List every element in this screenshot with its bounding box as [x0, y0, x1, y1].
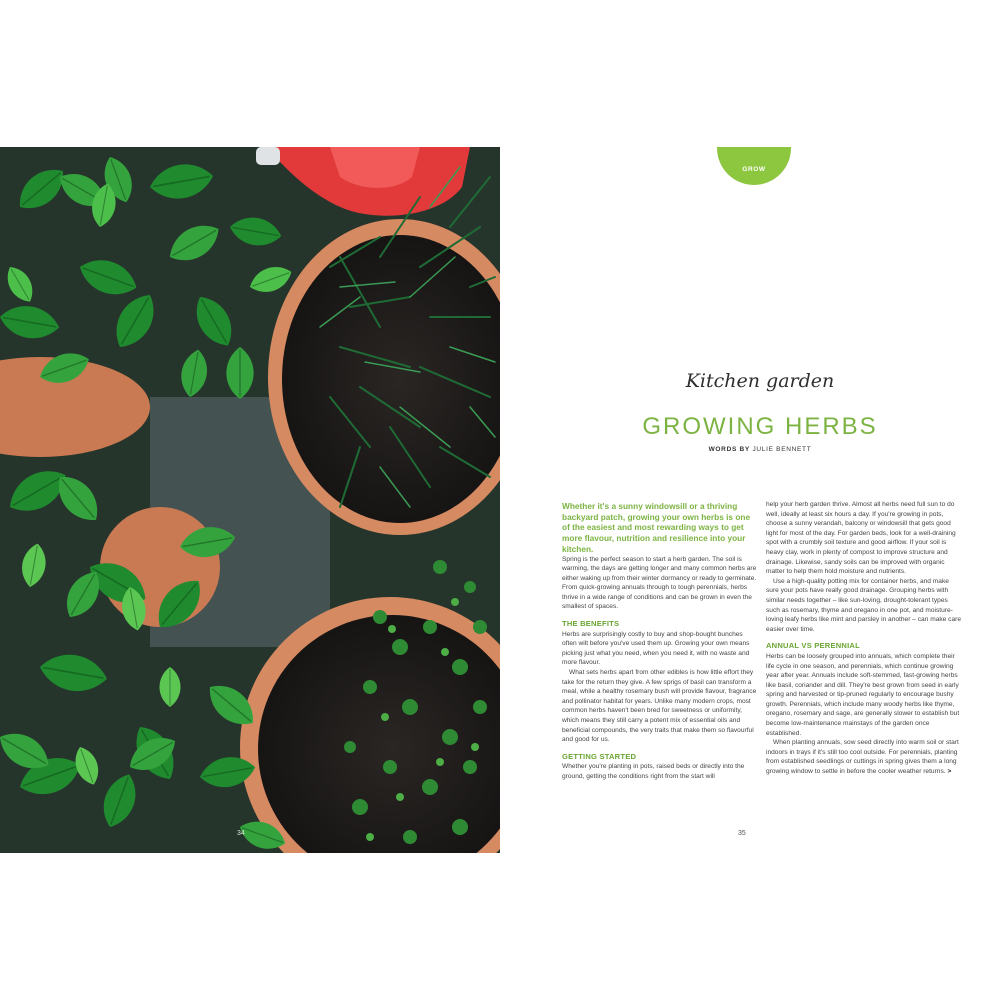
standfirst: Whether it's a sunny windowsill or a thriving backyard patch, growing your own herbs is one of the easiest and most rewarding ways to get more flavour, nutrition and resilience into your kitchen.	[562, 501, 751, 554]
getting-started-paragraph-3: Use a high-quality potting mix for container herbs, and make sure your pots have really good drainage. Grouping herbs with similar needs together – like sun-loving, drought-tolerant types such as rosemary, thyme and oregano in one pot, and moisture-loving leafy herbs like mint and parsley in another – can make care easier over time.	[766, 577, 961, 633]
article-kicker: Kitchen garden	[685, 370, 835, 392]
annual-vs-perennial-heading: ANNUAL VS PERENNIAL	[766, 641, 860, 651]
section-tab	[717, 147, 791, 185]
getting-started-paragraph-1: Whether you're planting in pots, raised beds or directly into the ground, getting the conditions right from the start will	[562, 763, 745, 780]
annual-paragraph-2	[766, 738, 962, 776]
article-title: GROWING HERBS	[642, 413, 878, 441]
getting-started-heading: GETTING STARTED	[562, 751, 637, 761]
getting-started-paragraph-2: help your herb garden thrive. Almost all herbs need full sun to do well, ideally at least six hours a day. If you're growing in pots, choose a sunny verandah, balcony or windowsill that gets good light for most of the day. For garden beds, look for a well-draining spot with a crumbly soil texture and good airflow. If your soil is heavy clay, work in plenty of compost to improve structure and drainage. Likewise, sandy soils can be improved with organic matter to help them hold moisture and nutrients.	[766, 501, 956, 576]
section-tab-label: GROW	[742, 166, 766, 173]
benefits-paragraph-2: What sets herbs apart from other edibles is how little effort they take for the return they give. A few sprigs of basil can transform a meal, while a healthy rosemary bush will provide flavour, fragrance and pollinator habitat for years. Unlike many modern crops, most common herbs haven't been bred for sweetness or uniformity, which means they still carry a potent mix of essential oils and beneficial compounds, the very traits that make them so flavourful and good for us.	[562, 669, 757, 744]
magazine-spread	[0, 147, 1000, 853]
intro-paragraph: Spring is the perfect season to start a herb garden. The soil is warming, the days are getting longer and many common herbs are either waking up from their winter dormancy or ready to germinate. From quick-growing annuals through to tough perennials, herbs thrive in a wide range of conditions and can be grown in even the smallest of spaces.	[562, 555, 757, 611]
page-number-left: 34	[237, 830, 245, 837]
text-column-2	[766, 500, 962, 777]
annual-paragraph-1: Herbs can be loosely grouped into annuals, which complete their life cycle in one season, and perennials, which continue growing year after year. Annuals include soft-stemmed, fast-growing herbs like basil, coriander and dill. They're best grown from seed in early spring and harvested or tip-pruned regularly to encourage bushy growth. Perennials, which include many woody herbs like thyme, oregano, rosemary and sage, are generally slower to establish but become low-maintenance mainstays of the garden once established.	[766, 652, 960, 737]
benefits-heading: THE BENEFITS	[562, 619, 620, 629]
annual-paragraph-2-text: When planting annuals, sow seed directly into warm soil or start indoors in trays if it's still too cool outside. For perennials, planting from established seedlings or cuttings in spring gives them a long growing window to settle in before the cooler weather returns.	[766, 739, 959, 776]
page-number-right: 35	[738, 830, 746, 837]
byline-prefix: WORDS BY	[708, 446, 750, 453]
end-mark-icon: >	[947, 768, 952, 776]
byline	[560, 446, 960, 453]
text-column-1	[562, 501, 758, 782]
herb-pots-photo	[0, 147, 500, 853]
byline-author: JULIE BENNETT	[752, 446, 812, 453]
benefits-paragraph-1: Herbs are surprisingly costly to buy and shop-bought bunches often wilt before you've used them up. Growing your own means picking just what you need, when you need it, with no waste and more flavour.	[562, 630, 750, 667]
